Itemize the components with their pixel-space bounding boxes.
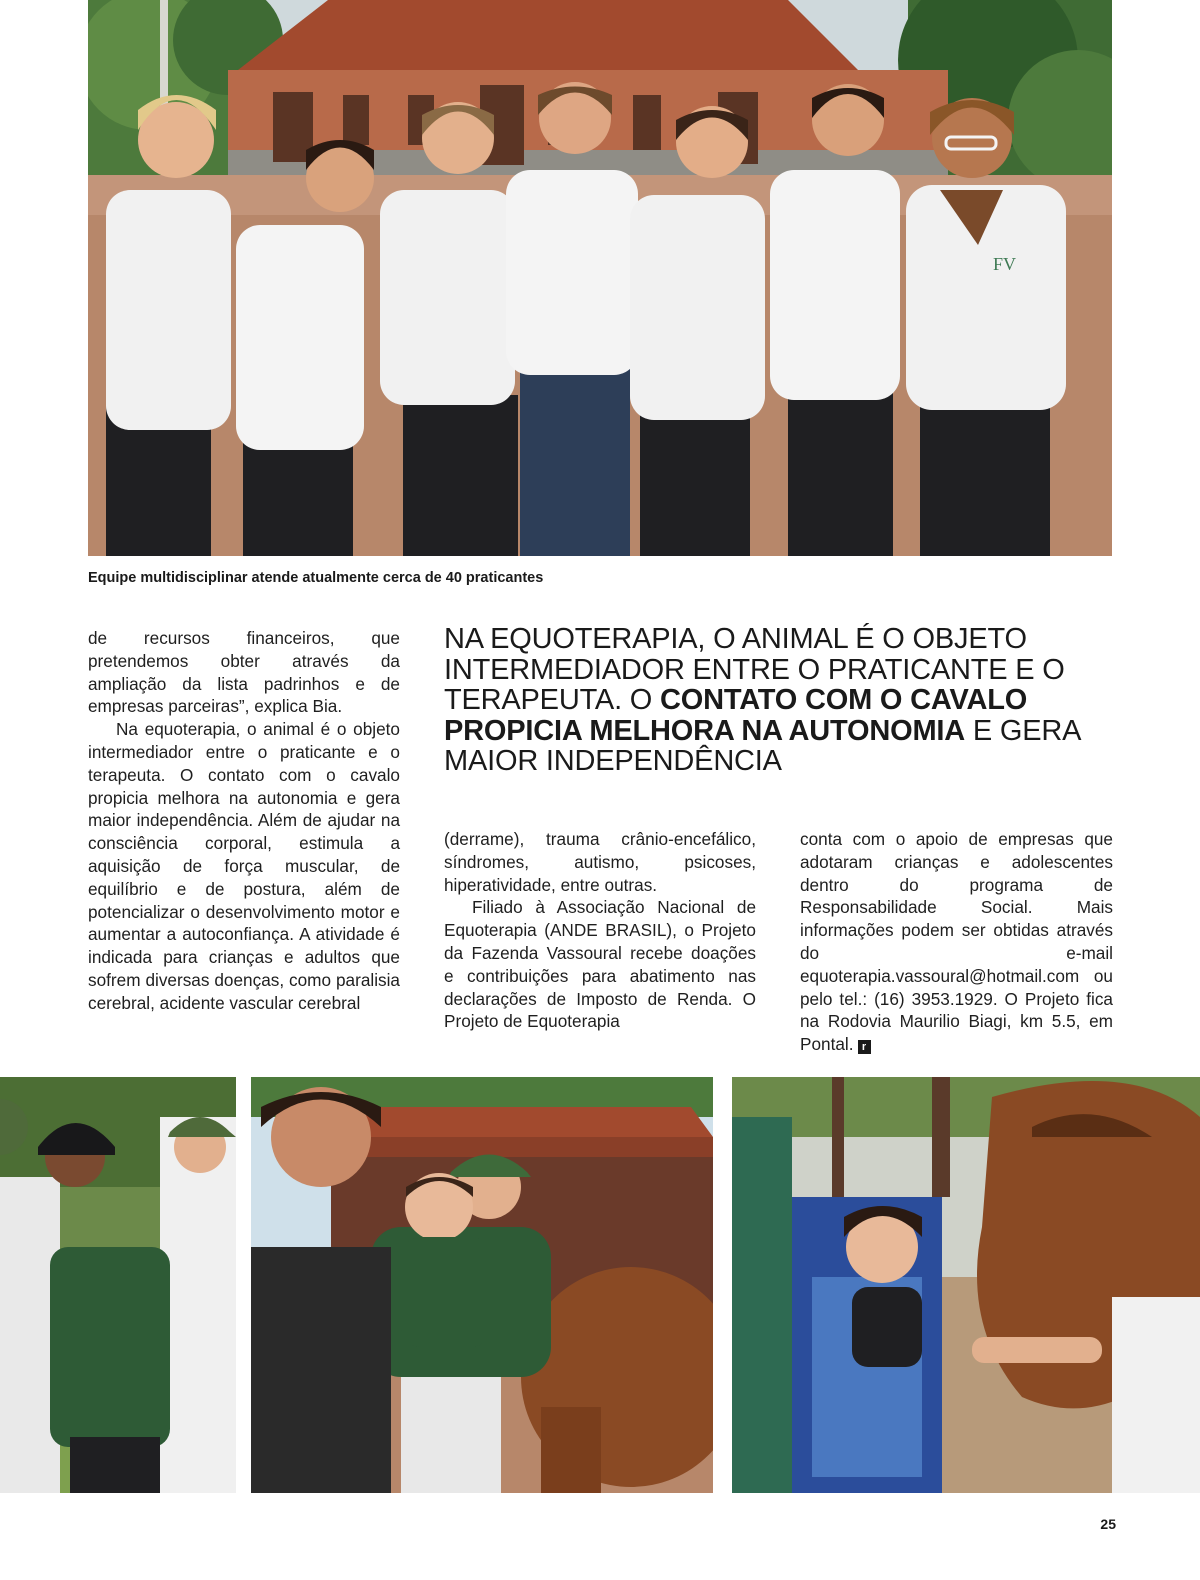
- bottom-left-photo: [0, 1077, 236, 1493]
- hero-photo-illustration: [88, 0, 1112, 556]
- article-column-3: [800, 828, 1113, 1056]
- pull-quote: [444, 624, 1104, 777]
- paragraph: Filiado à Associação Nacional de Equoterapia (ANDE BRASIL), o Projeto da Fazenda Vassoural recebe doações e contribuições para abatimento nas declarações de Imposto de Renda. O Projeto de Equoterapia: [444, 897, 756, 1032]
- hero-logo: FV: [993, 254, 1017, 274]
- paragraph: de recursos financeiros, que pretendemos obter através da ampliação da lista padrinhos e de empresas parceiras”, explica Bia.: [88, 628, 400, 717]
- article-column-2: [444, 828, 756, 1033]
- bottom-right-photo: [732, 1077, 1200, 1493]
- photo-caption: Equipe multidisciplinar atende atualmente cerca de 40 praticantes: [88, 570, 544, 586]
- bottom-center-photo: [251, 1077, 713, 1493]
- bottom-center-photo-illustration: [251, 1077, 713, 1493]
- end-of-article-mark: r: [858, 1040, 871, 1054]
- paragraph: (derrame), trauma crânio-encefálico, síndromes, autismo, psicoses, hiperatividade, entre outras.: [444, 829, 756, 895]
- pull-quote-lead: NA EQUOTERAPIA, O ANIMAL É O OBJETO INTERMEDIADOR ENTRE O PRATICANTE E O TERAPEUTA. O: [444, 623, 1065, 716]
- pull-quote-tail: E GERA MAIOR INDEPENDÊNCIA: [444, 714, 1080, 777]
- pull-quote-emphasis: CONTATO COM O CAVALO PROPICIA MELHORA NA AUTONOMIA: [444, 684, 1028, 747]
- paragraph: Na equoterapia, o animal é o objeto intermediador entre o praticante e o terapeuta. O contato com o cavalo propicia melhora na autonomia e gera maior independência. Além de ajudar na consciência corporal, estimula a aquisição de força muscular, de equilíbrio e de postura, além de potencializar o desenvolvimento motor e aumentar a autoconfiança. A atividade é indicada para crianças e adultos que sofrem diversas doenças, como paralisia cerebral, acidente vascular cerebral: [88, 719, 400, 1013]
- bottom-left-photo-illustration: [0, 1077, 236, 1493]
- page-number: 25: [1100, 1516, 1116, 1532]
- bottom-right-photo-illustration: [732, 1077, 1200, 1493]
- article-column-1: [88, 627, 400, 1015]
- paragraph: conta com o apoio de empresas que adotaram crianças e adolescentes dentro do programa de Responsabilidade Social. Mais informações podem ser obtidas através do e-mail equoterapia.vassoural@hotmail.com ou pelo tel.: (16) 3953.1929. O Projeto fica na Rodovia Maurilio Biagi, km 5.5, em Pontal.: [800, 829, 1113, 1055]
- hero-photo: [88, 0, 1112, 556]
